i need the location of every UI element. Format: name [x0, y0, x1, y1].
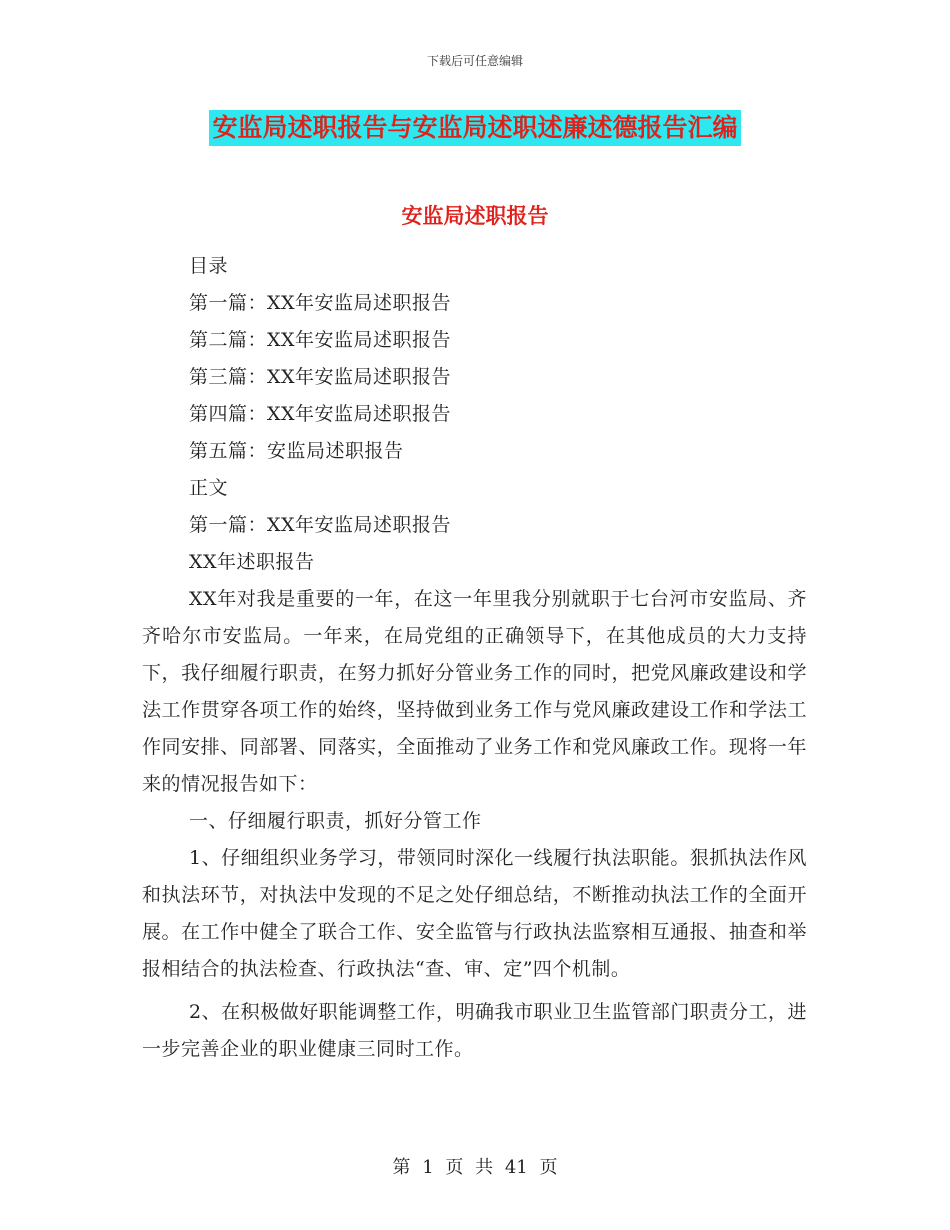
- toc-item: 第二篇：XX年安监局述职报告: [189, 329, 452, 351]
- toc-item: 第三篇：XX年安监局述职报告: [189, 366, 452, 388]
- toc-item: 第五篇：安监局述职报告: [189, 440, 404, 462]
- page-header-note: 下载后可任意编辑: [426, 54, 523, 68]
- document-title: 安监局述职报告与安监局述职述廉述德报告汇编: [209, 110, 740, 146]
- report-title: XX年述职报告: [189, 551, 315, 573]
- main-heading: 正文: [189, 477, 229, 499]
- document-title-container: [0, 110, 950, 146]
- section-title: 安监局述职报告: [401, 203, 549, 228]
- toc-heading: 目录: [189, 255, 229, 277]
- chapter-heading: 第一篇：XX年安监局述职报告: [189, 514, 452, 536]
- body-paragraph: 1、仔细组织业务学习，带领同时深化一线履行执法职能。狠抓执法作风和执法环节，对执法中发现的不足之处仔细总结，不断推动执法工作的全面开展。在工作中健全了联合工作、安全监管与行政执法监察相互通报、抽查和举报相结合的执法检查、行政执法“查、审、定”四个机制。: [142, 847, 807, 980]
- body-paragraph: XX年对我是重要的一年，在这一年里我分别就职于七台河市安监局、齐齐哈尔市安监局。一年来，在局党组的正确领导下，在其他成员的大力支持下，我仔细履行职责，在努力抓好分管业务工作的同时，把党风廉政建设和学法工作贯穿各项工作的始终，坚持做到业务工作与党风廉政建设工作和学法工作同安排、同部署、同落实，全面推动了业务工作和党风廉政工作。现将一年来的情况报告如下：: [142, 588, 807, 795]
- page-number-footer: 第 1 页 共 41 页: [392, 1157, 558, 1178]
- body-paragraph: 2、在积极做好职能调整工作，明确我市职业卫生监管部门职责分工，进一步完善企业的职业健康三同时工作。: [142, 1001, 807, 1060]
- toc-item: 第四篇：XX年安监局述职报告: [189, 403, 452, 425]
- body-paragraph: 一、仔细履行职责，抓好分管工作: [189, 810, 482, 832]
- toc-item: 第一篇：XX年安监局述职报告: [189, 292, 452, 314]
- document-body: [142, 248, 807, 1068]
